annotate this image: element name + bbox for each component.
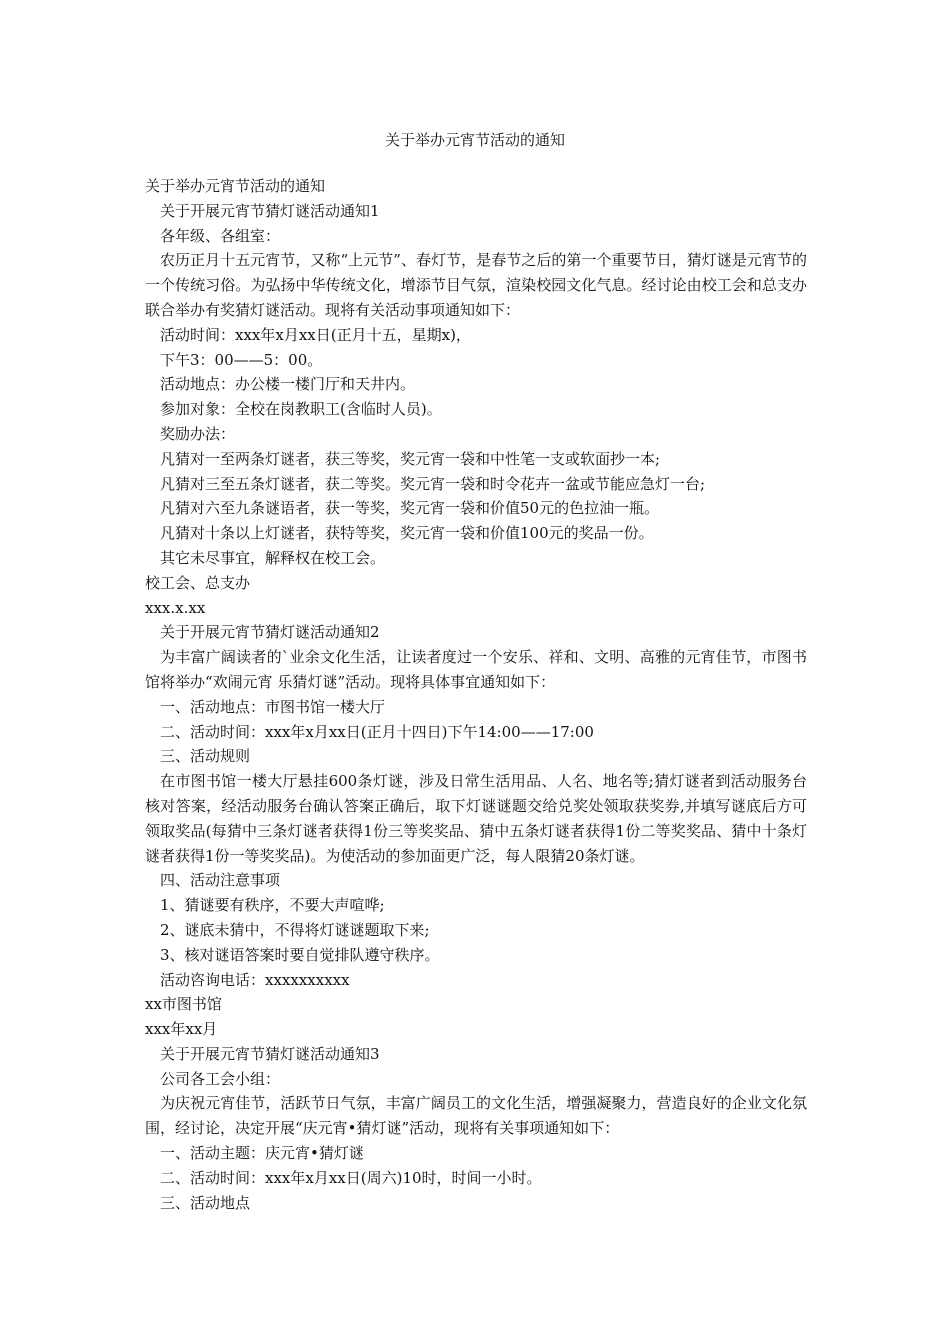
notice1-place: 活动地点：办公楼一楼门厅和天井内。 xyxy=(160,375,416,394)
notice2-date: xxx年xx月 xyxy=(145,1020,218,1039)
notice1-reward-1: 凡猜对一至两条灯谜者，获三等奖，奖元宵一袋和中性笔一支或软面抄一本; xyxy=(160,449,661,468)
notice2-time: 二、活动时间：xxx年x月xx日(正月十四日)下午14:00——17:00 xyxy=(160,722,594,741)
notice1-reward-4: 凡猜对十条以上灯谜者，获特等奖，奖元宵一袋和价值100元的奖品一份。 xyxy=(160,524,654,543)
document-body xyxy=(145,174,807,1215)
notice1-reward-title: 奖励办法： xyxy=(160,424,236,443)
notice1-time: 活动时间：xxx年x月xx日(正月十五，星期x)， xyxy=(160,325,471,344)
notice3-intro: 为庆祝元宵佳节，活跃节日气氛，丰富广阔员工的文化生活，增强凝聚力，营造良好的企业文化氛围，经讨论，决定开展“庆元宵•猜灯谜”活动，现将有关事项通知如下： xyxy=(145,1094,807,1138)
notice2-rules: 在市图书馆一楼大厅悬挂600条灯谜，涉及日常生活用品、人名、地名等;猜灯谜者到活动服务台核对答案，经活动服务台确认答案正确后，取下灯谜谜题交给兑奖处领取获奖券,并填写谜底后方可领取奖品(每猜中三条灯谜者获得1份三等奖奖品、猜中五条灯谜者获得1份二等奖奖品、猜中十条灯谜者获得1份一等奖奖品)。为使活动的参加面更广泛，每人限猜20条灯谜。 xyxy=(145,772,807,865)
notice2-rules-title: 三、活动规则 xyxy=(160,747,251,766)
notice3-time: 二、活动时间：xxx年x月xx日(周六)10时，时间一小时。 xyxy=(160,1168,542,1187)
notice2-note-3: 3、核对谜语答案时要自觉排队遵守秩序。 xyxy=(160,945,440,964)
notice1-reward-3: 凡猜对六至九条谜语者，获一等奖，奖元宵一袋和价值50元的色拉油一瓶。 xyxy=(160,499,660,518)
notice2-note-1: 1、猜谜要有秩序，不要大声喧哗; xyxy=(160,896,385,915)
notice3-place-title: 三、活动地点 xyxy=(160,1193,251,1212)
notice1-other: 其它未尽事宜，解释权在校工会。 xyxy=(160,548,386,567)
notice2-notes-title: 四、活动注意事项 xyxy=(160,871,281,890)
notice1-intro: 农历正月十五元宵节，又称“上元节”、春灯节，是春节之后的第一个重要节日，猜灯谜是元宵节的一个传统习俗。为弘扬中华传统文化，增添节目气氛，渲染校园文化气息。经讨论由校工会和总支办联合举办有奖猜灯谜活动。现将有关活动事项通知如下： xyxy=(145,251,807,319)
document-title: 关于举办元宵节活动的通知 xyxy=(384,131,565,149)
notice3-salutation: 公司各工会小组： xyxy=(160,1069,281,1088)
notice2-phone: 活动咨询电话：xxxxxxxxxx xyxy=(160,970,350,989)
notice1-date: xxx.x.xx xyxy=(145,598,206,617)
notice1-signature: 校工会、总支办 xyxy=(145,573,251,592)
notice3-theme: 一、活动主题：庆元宵•猜灯谜 xyxy=(160,1144,364,1163)
notice2-place: 一、活动地点：市图书馆一楼大厅 xyxy=(160,697,386,716)
notice1-time2: 下午3：00——5：00。 xyxy=(160,350,323,369)
notice1-reward-2: 凡猜对三至五条灯谜者，获二等奖。奖元宵一袋和时令花卉一盆或节能应急灯一台; xyxy=(160,474,706,493)
notice3-heading: 关于开展元宵节猜灯谜活动通知3 xyxy=(160,1044,380,1063)
notice1-heading: 关于开展元宵节猜灯谜活动通知1 xyxy=(160,201,380,220)
main-heading: 关于举办元宵节活动的通知 xyxy=(145,177,326,195)
notice2-note-2: 2、谜底未猜中，不得将灯谜谜题取下来; xyxy=(160,920,430,939)
notice1-salutation: 各年级、各组室： xyxy=(160,226,281,245)
notice2-heading: 关于开展元宵节猜灯谜活动通知2 xyxy=(160,623,380,642)
notice2-intro: 为丰富广阔读者的`业余文化生活，让读者度过一个安乐、祥和、文明、高雅的元宵佳节，市图书馆将举办“欢闹元宵 乐猜灯谜”活动。现将具体事宜通知如下： xyxy=(145,648,807,691)
notice1-participants: 参加对象：全校在岗教职工(含临时人员)。 xyxy=(160,400,442,419)
notice2-signature: xx市图书馆 xyxy=(145,995,222,1014)
